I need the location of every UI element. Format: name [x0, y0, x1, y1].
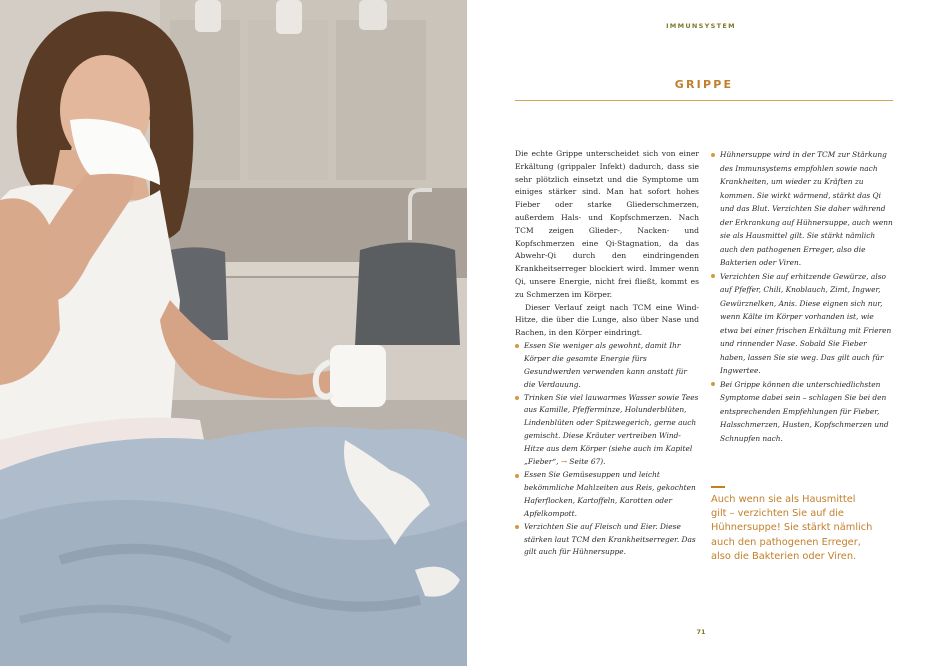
second-paragraph: Dieser Verlauf zeigt nach TCM eine Wind-Hitze, die über die Lunge, also über Nase und Rachen, in den Körper eindringt.: [515, 302, 699, 338]
page-number: 71: [696, 628, 706, 636]
left-bullet-list: [515, 340, 699, 559]
right-bullet-list: [711, 148, 893, 445]
text-page: [467, 0, 935, 666]
cross-reference: Seite 67).: [569, 457, 606, 467]
pull-quote: Auch wenn sie als Hausmittel gilt – verzichten Sie auf die Hühnersuppe! Sie stärkt nämlich auch den pathogenen Erreger, also die Bakterien oder Viren.: [711, 494, 873, 562]
list-item: Essen Sie Gemüsesuppen und leicht bekömmliche Mahlzeiten aus Reis, gekochten Haferflocken, Kartoffeln, Karotten oder Apfelkompott.: [515, 469, 699, 521]
photo-woman-with-flu: [0, 0, 467, 666]
list-item: Verzichten Sie auf Fleisch und Eier. Diese stärken laut TCM den Krankheitserreger. Das gilt auch für Hühnersuppe.: [515, 521, 699, 560]
list-item: [515, 392, 699, 469]
intro-paragraph: Die echte Grippe unterscheidet sich von einer Erkältung (grippaler Infekt) dadurch, dass sie sehr plötzlich einsetzt und die Symptome um einiges stärker sind. Man hat sofort hohes Fieber oder starke Gliederschmerzen, außerdem Hals- und Kopfschmerzen. Nach TCM zeigen Glieder-, Nacken- und Kopfschmerzen eine Qi-Stagnation, da das Abwehr-Qi durch den eindringenden Krankheitserreger blockiert wird. Immer wenn Qi, unsere Energie, nicht frei fließt, kommt es zu Schmerzen im Körper.: [515, 149, 699, 299]
list-item-text: Trinken Sie viel lauwarmes Wasser sowie Tees aus Kamille, Pfefferminze, Holunderblüten, Lindenblüten oder Spitzwegerich, gerne auch gemischt. Diese Kräuter vertreiben Wind-Hitze aus dem Körper (siehe auch im Kapitel „Fieber“,: [524, 392, 699, 467]
list-item: Essen Sie weniger als gewohnt, damit Ihr Körper die gesamte Energie fürs Gesundwerden verwenden kann anstatt für die Verdauung.: [515, 340, 699, 392]
callout-marker: [711, 486, 725, 488]
title-divider: [515, 100, 893, 101]
running-head: IMMUNSYSTEM: [666, 22, 736, 30]
right-column: [711, 148, 893, 445]
list-item: Hühnersuppe wird in der TCM zur Stärkung des Immunsystems empfohlen sowie nach Krankheiten, um wieder zu Kräften zu kommen. Sie wirkt wärmend, stärkt das Qi und das Blut. Verzichten Sie daher während der Erkrankung auf Hühnersuppe, auch wenn sie als Hausmittel gilt. Sie stärkt nämlich auch den pathogenen Erreger, also die Bakterien oder Viren.: [711, 148, 893, 270]
arrow-right-icon: →: [560, 457, 568, 467]
list-item: Bei Grippe können die unterschiedlichsten Symptome dabei sein – schlagen Sie bei den entsprechenden Empfehlungen für Fieber, Halsschmerzen, Husten, Kopfschmerzen und Schnupfen nach.: [711, 378, 893, 446]
list-item: Verzichten Sie auf erhitzende Gewürze, also auf Pfeffer, Chili, Knoblauch, Zimt, Ingwer, Gewürznelken, Anis. Diese eignen sich nur, wenn Kälte im Körper vorhanden ist, wie etwa bei einer frischen Erkältung mit Frieren und rinnender Nase. Sobald Sie Fieber haben, lassen Sie sie weg. Das gilt auch für Ingwertee.: [711, 270, 893, 378]
page-title: GRIPPE: [674, 78, 734, 91]
left-column: [515, 148, 699, 559]
